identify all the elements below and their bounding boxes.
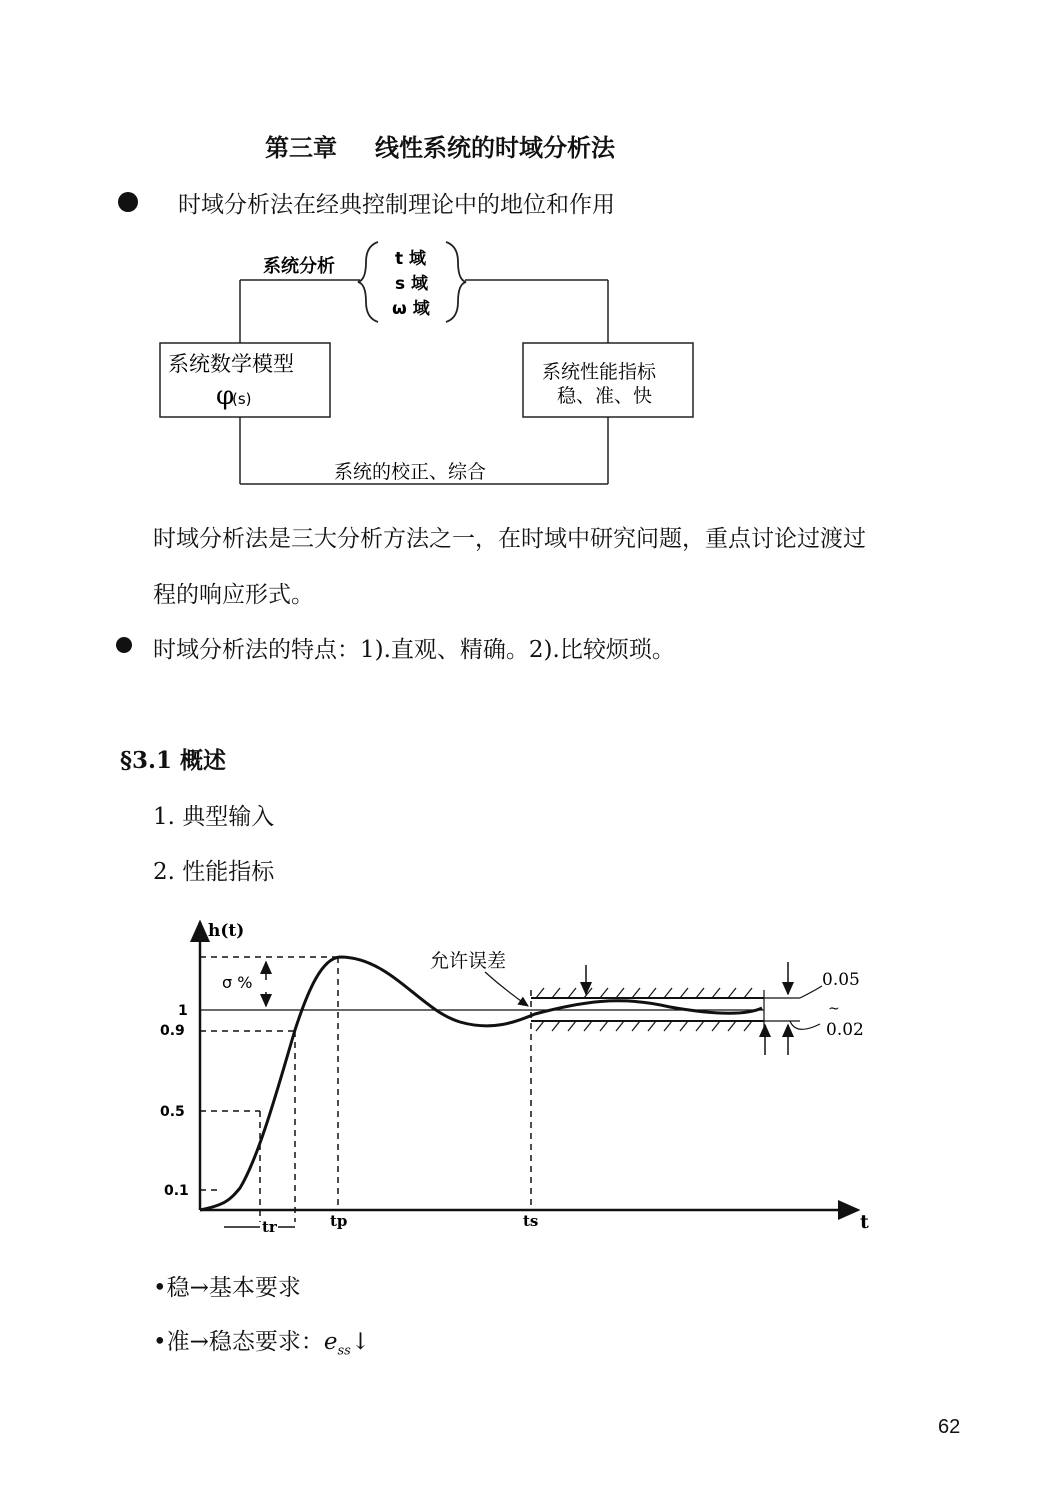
band-sep: ~ <box>828 1001 840 1017</box>
stable-requirement: •稳→基本要求 <box>153 1275 301 1301</box>
paragraph-line-2: 程的响应形式。 <box>153 582 314 608</box>
ess-subscript: ss <box>337 1343 351 1359</box>
phi-symbol: φ <box>216 381 235 411</box>
x-axis-label: t <box>860 1211 869 1233</box>
band-low-label: 0.02 <box>826 1020 864 1040</box>
features-text: 时域分析法的特点：1).直观、精确。2).比较烦琐。 <box>153 637 675 663</box>
top-label: 系统分析 <box>263 256 335 277</box>
chapter-number: 第三章 <box>265 134 337 162</box>
page-number: 62 <box>938 1416 961 1438</box>
list-item-1: 1. 典型输入 <box>153 804 275 830</box>
y-axis-label: h(t) <box>208 921 245 941</box>
domain-s: s 域 <box>395 274 429 294</box>
phi-sub: (s) <box>232 390 252 408</box>
bottom-label: 系统的校正、综合 <box>334 461 487 483</box>
list-item-2: 2. 性能指标 <box>153 859 275 885</box>
tr-label: tr <box>262 1218 277 1236</box>
ytick-1: 1 <box>178 1003 188 1019</box>
domain-omega: ω 域 <box>392 299 430 319</box>
paragraph-line-1: 时域分析法是三大分析方法之一，在时域中研究问题，重点讨论过渡过 <box>153 526 866 552</box>
band-high-label: 0.05 <box>822 970 860 990</box>
ytick-0.5: 0.5 <box>160 1104 185 1120</box>
ess-symbol: e <box>323 1329 338 1355</box>
analysis-diagram <box>150 232 710 494</box>
section-heading: §3.1 概述 <box>120 747 227 774</box>
left-brace <box>358 242 378 322</box>
bullet-dot <box>118 192 138 212</box>
bullet-dot-2 <box>116 637 132 653</box>
step-response-chart <box>150 910 890 1250</box>
sigma-label: σ % <box>222 973 253 992</box>
right-brace <box>446 242 466 322</box>
chapter-title <box>265 128 615 163</box>
accurate-requirement <box>153 1323 370 1359</box>
domain-t: t 域 <box>395 249 427 269</box>
arrow-down-icon: ↓ <box>350 1329 371 1355</box>
bullet-text-position: 时域分析法在经典控制理论中的地位和作用 <box>178 192 615 218</box>
response-curve <box>200 957 762 1210</box>
ytick-0.1: 0.1 <box>164 1183 189 1199</box>
performance-label: 系统性能指标 <box>542 361 657 383</box>
accurate-prefix: •准→稳态要求： <box>153 1329 324 1355</box>
ts-label: ts <box>523 1212 539 1230</box>
performance-sub: 稳、准、快 <box>557 385 653 407</box>
tp-label: tp <box>330 1212 348 1230</box>
chapter-name: 线性系统的时域分析法 <box>375 134 615 162</box>
math-model-label: 系统数学模型 <box>168 352 294 376</box>
ytick-0.9: 0.9 <box>160 1023 185 1039</box>
tolerance-label: 允许误差 <box>430 950 507 972</box>
